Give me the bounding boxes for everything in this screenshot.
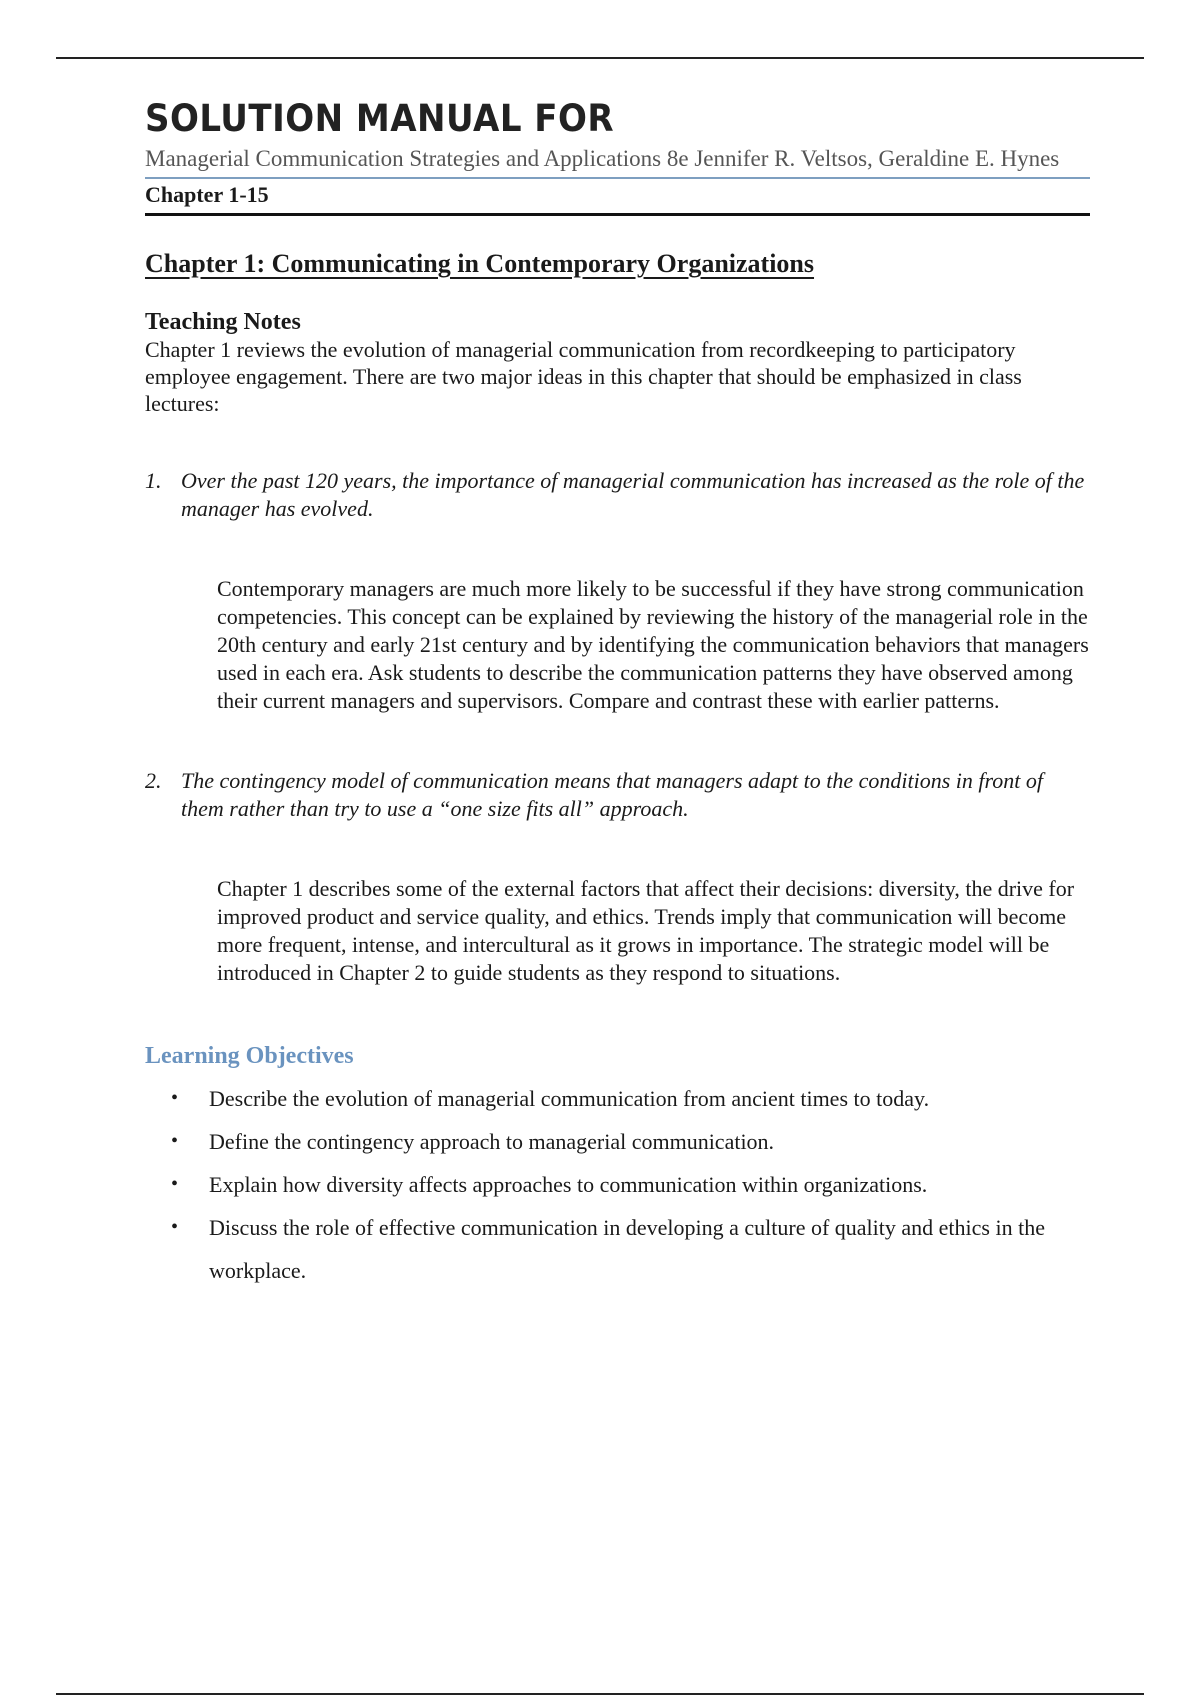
- document-title: SOLUTION MANUAL FOR: [145, 97, 615, 140]
- list-item: [145, 1206, 1090, 1292]
- major-idea-statement: Over the past 120 years, the importance of managerial communication has increased as the role of the manager has evolved.: [181, 467, 1085, 521]
- major-idea-statement: The contingency model of communication means that managers adapt to the conditions in front of them rather than try to use a “one size fits all” approach.: [181, 767, 1043, 821]
- bullet-icon: •: [171, 1129, 179, 1152]
- objective-text: Explain how diversity affects approaches to communication within organizations.: [209, 1171, 928, 1197]
- major-idea-1-explanation: Contemporary managers are much more likely to be successful if they have strong communication competencies. This concept can be explained by reviewing the history of the managerial role in the 20th century and early 21st century and by identifying the communication behaviors that managers used in each era. Ask students to describe the communication patterns they have observed among their current managers and supervisors. Compare and contrast these with earlier patterns.: [217, 575, 1089, 713]
- major-idea-number: 2.: [145, 767, 162, 793]
- teaching-notes-heading: Teaching Notes: [145, 308, 301, 335]
- document-body: [145, 98, 1090, 1292]
- bullet-icon: •: [171, 1086, 179, 1109]
- objective-text: Discuss the role of effective communication in developing a culture of quality and ethics in the workplace.: [209, 1214, 1045, 1283]
- objective-text: Define the contingency approach to managerial communication.: [209, 1128, 775, 1154]
- major-idea-1: [145, 467, 1090, 523]
- bullet-icon: •: [171, 1215, 179, 1238]
- page-top-rule: [56, 57, 1144, 59]
- list-item: [145, 1163, 1090, 1206]
- major-idea-number: 1.: [145, 467, 162, 493]
- list-item: [145, 1120, 1090, 1163]
- major-idea-2: [145, 767, 1090, 823]
- chapter-heading: Chapter 1: Communicating in Contemporary Organizations: [145, 248, 815, 278]
- list-item: [145, 1077, 1090, 1120]
- document-subtitle: Managerial Communication Strategies and Applications 8e Jennifer R. Veltsos, Geraldine E. Hynes: [145, 145, 1090, 179]
- chapter-range: Chapter 1-15: [145, 179, 1090, 216]
- page-bottom-rule: [56, 1693, 1144, 1695]
- teaching-notes-intro: Chapter 1 reviews the evolution of managerial communication from recordkeeping to participatory employee engagement. There are two major ideas in this chapter that should be emphasized in class lectures:: [145, 336, 1022, 416]
- major-idea-2-explanation: Chapter 1 describes some of the external factors that affect their decisions: diversity, the drive for improved product and service quality, and ethics. Trends imply that communication will become more frequent, intense, and intercultural as it grows in importance. The strategic model will be introduced in Chapter 2 to guide students as they respond to situations.: [217, 875, 1075, 985]
- learning-objectives-heading: Learning Objectives: [145, 1042, 354, 1069]
- objective-text: Describe the evolution of managerial communication from ancient times to today.: [209, 1085, 930, 1111]
- learning-objectives-list: [145, 1077, 1090, 1292]
- bullet-icon: •: [171, 1172, 179, 1195]
